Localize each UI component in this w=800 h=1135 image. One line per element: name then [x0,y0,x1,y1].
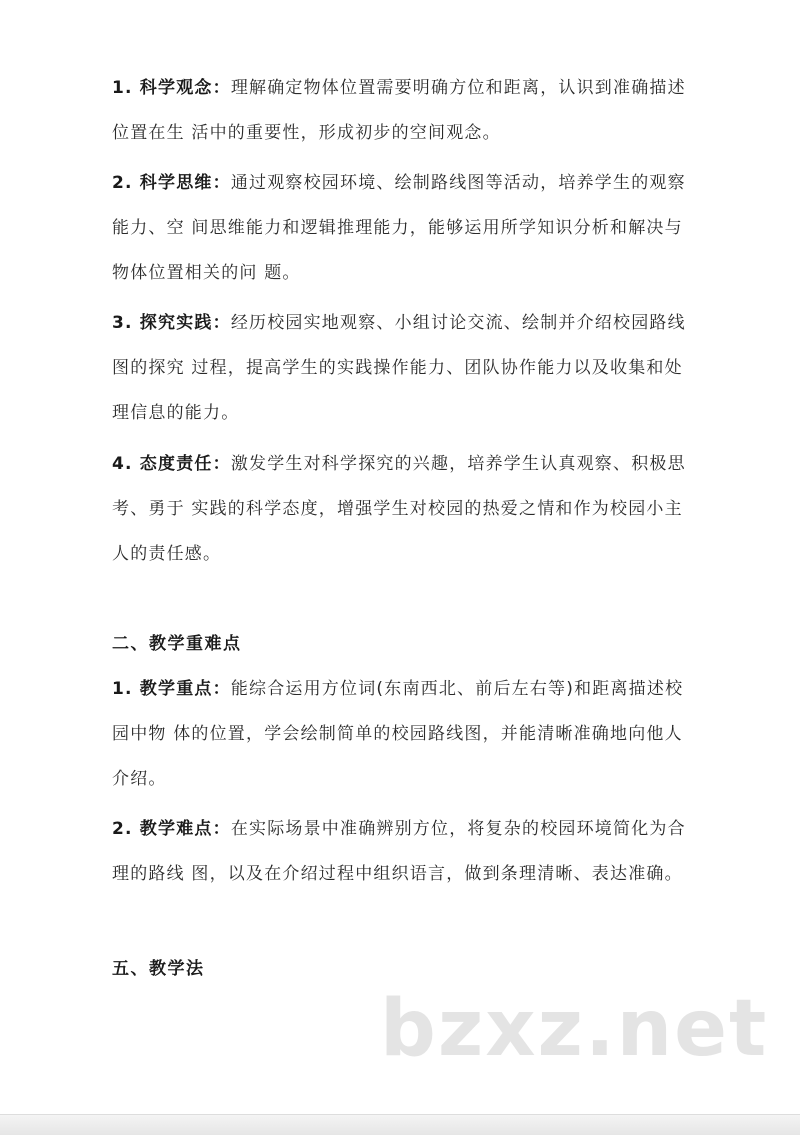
objective-label: 1. 科学观念： [112,78,231,98]
section-heading-teaching-method: 五、教学法 [112,959,205,979]
objective-text: 激发学生对科学探究的兴趣，培养学生认真观察、积极思考、勇于 实践的科学态度，增强学生对校园的热爱之情和作为校园小主人的责任感。 [112,454,686,564]
teaching-key-point [112,667,687,802]
item-text: 在实际场景中准确辨别方位，将复杂的校园环境简化为合理的路线 图，以及在介绍过程中组织语言，做到条理清晰、表达准确。 [112,819,686,884]
page-bottom-edge [0,1114,800,1135]
item-label: 1. 教学重点： [112,679,231,699]
item-text: 能综合运用方位词(东南西北、前后左右等)和距离描述校园中物 体的位置，学会绘制简单的校园路线图，并能清晰准确地向他人介绍。 [112,679,684,789]
objective-science-concept [112,66,687,156]
objective-label: 2. 科学思维： [112,173,231,193]
objective-science-thinking [112,161,687,296]
objective-inquiry-practice [112,301,687,436]
section-heading-key-points: 二、教学重难点 [112,634,242,654]
item-label: 2. 教学难点： [112,819,231,839]
objective-attitude-responsibility [112,442,687,577]
teaching-difficulty [112,807,687,897]
objective-text: 理解确定物体位置需要明确方位和距离，认识到准确描述位置在生 活中的重要性，形成初步的空间观念。 [112,78,686,143]
objective-text: 经历校园实地观察、小组讨论交流、绘制并介绍校园路线图的探究 过程，提高学生的实践操作能力、团队协作能力以及收集和处理信息的能力。 [112,313,686,423]
objective-text: 通过观察校园环境、绘制路线图等活动，培养学生的观察能力、空 间思维能力和逻辑推理能力，能够运用所学知识分析和解决与物体位置相关的问 题。 [112,173,686,283]
objective-label: 4. 态度责任： [112,454,231,474]
objective-label: 3. 探究实践： [112,313,231,333]
watermark-logo: bzxz.net [380,984,769,1074]
